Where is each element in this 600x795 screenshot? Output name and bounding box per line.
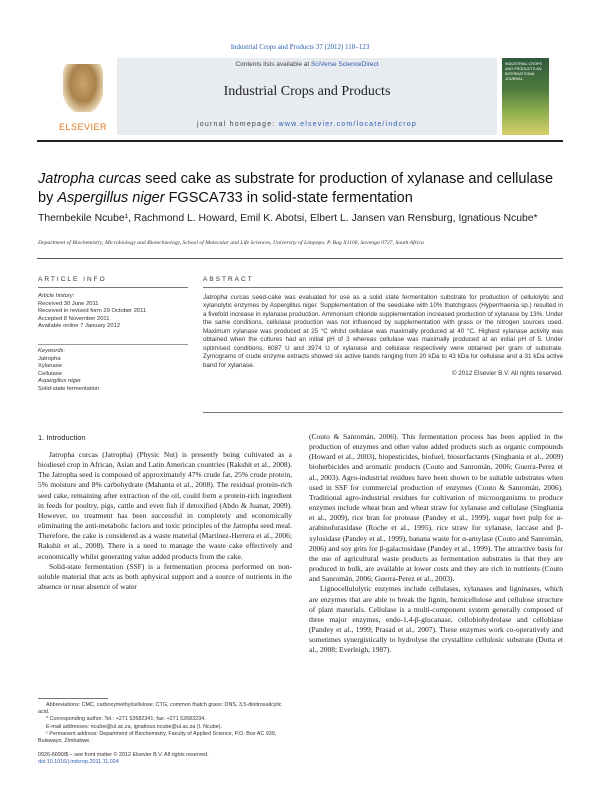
affiliation-divider (37, 258, 563, 259)
keyword-item: Xylanase (38, 363, 62, 369)
journal-title: Industrial Crops and Products (223, 84, 391, 99)
abstract-rule (203, 287, 563, 288)
journal-masthead (53, 58, 549, 135)
title-italic-1: Jatropha curcas (38, 171, 142, 187)
keyword-item: Aspergillus niger (38, 378, 81, 384)
affiliation: Department of Biochemistry, Microbiology and Biotechnology, School of Molecular and Life Sciences, University of Limpopo, P. Bag X1106, Sovenga 0727, South Africa (38, 240, 424, 246)
keyword-item: Solid-state fermentation (38, 385, 100, 392)
title-mid: seed cake as substrate for production of xylanase and cellulase by (38, 171, 554, 206)
doi-link[interactable]: doi:10.1016/j.indcrop.2011.11.024 (38, 759, 119, 766)
keyword-item: Jatropha (38, 355, 61, 362)
article-info-heading: ARTICLE INFO (38, 276, 107, 283)
journal-citation[interactable]: Industrial Crops and Products 37 (2012) 118–123 (230, 43, 370, 51)
intro-column-left (38, 450, 292, 592)
contents-line (117, 61, 497, 68)
history-label: Article history: (38, 293, 75, 299)
footnote-corresponding: * Corresponding author. Tel.: +271 52682341; fax: +271 52683234. (46, 716, 206, 723)
history-accepted: Accepted 8 November 2011 (38, 315, 110, 322)
cover-text: INDUSTRIAL CROPS AND PRODUCTS AN INTERNATIONAL JOURNAL (505, 62, 542, 81)
title-italic-2: Aspergillus niger (57, 190, 165, 206)
history-received: Received 30 June 2011 (38, 300, 99, 307)
abstract-heading: ABSTRACT (203, 276, 254, 283)
article-history (38, 293, 188, 331)
title-end: FGSCA733 in solid-state fermentation (164, 190, 413, 206)
publisher-name: ELSEVIER (58, 122, 108, 132)
intro-column-right (309, 432, 563, 655)
article-title (38, 170, 563, 208)
introduction-heading: 1. Introduction (38, 433, 86, 442)
masthead-banner (117, 58, 497, 135)
keywords-rule (38, 344, 188, 345)
intro-paragraph: Jatropha curcas (Jatropha) (Physic Nut) is presently being cultivated as a biodiesel crop in African, Asian and Latin American countries (Rakshit et al., 2008). The Jatropha seed is composed of approximately 47% crude fat, 25% crude protein, 5% moisture and 8% carbohydrate (Mahanta et al., 2008). The residual protein-rich seed cake, remaining after extraction of the oil, could form a protein-rich ingredient in feeds for poultry, pigs, cattle and even fish if detoxified (Abdo & Juanat, 2009). However, no treatment has been successful in completely and economically eliminating the anti-metabolic factors and toxic principles of the Jatropha seed meal. Therefore, the cake is considered as a waste material (Martínez-Herrera et al., 2006; Rakshit et al., 2008). There is a need to manage the waste cake effectively and economically whilst generating value added products from the cake. (38, 450, 292, 561)
history-online: Available online 7 January 2012 (38, 323, 121, 329)
homepage-prefix: journal homepage: (197, 121, 279, 128)
footnote-email[interactable]: E-mail addresses: ncubei@ul.ac.za, ignatious.ncube@ul.ac.za (I. Ncube). (46, 723, 223, 730)
keywords-list (38, 348, 188, 393)
keywords-label: Keywords: (38, 348, 66, 354)
journal-homepage (117, 121, 497, 128)
history-revised: Received in revised form 29 October 2011 (38, 308, 147, 314)
intro-paragraph: (Couto & Sanromán, 2006). This fermentation process has been applied in the production of enzymes and other value added products such as organic compounds (Howard et al., 2003), biopesticides, biofuel, biosurfactants (Singhania et al., 2009) bioherbicides and aromatic products (Couto and Sanromán, 2006; Guerra-Perez et al., 2003). Agro-industrial residues have been shown to be suitable substrates when used in SSF for commercial production of enzymes (Couto & Sanromán, 2006). Traditional agro-industrial residues for cultivation of microorganisms to produce enzymes include wheat bran and wheat straw for xylanase and cellulase (Singhania et al., 2009), rice bran for protease (Pandey et al., 1999), sugar beet pulp for α-arabinofurasidase (Roche et al., 1995), rice straw for xylanase, laccase and β-xylosidase (Pandey et al., 1999), banana waste for α-amylase (Couto and Sanromán, 2006) and soy grits for β-galactosidase (Pandey et al., 1999). The attractive basis for the use of agricultural waste products as fermentation substrates is that they are produced in bulk, are available at lower costs and they are rich in nutrients (Couto and Sanromán, 2006; Guerra-Perez et al., 2003). (309, 432, 563, 584)
footnote-abbreviations: Abbreviations: CMC, carboxymethylcellulose; CTG, common thatch grass; DNS, 3,5-dinitrosalicylic acid. (38, 702, 282, 716)
abstract-lead: Jatropha curcas (203, 294, 250, 301)
intro-paragraph: Solid-state fermentation (SSF) is a fermentation process performed on non-soluble material that acts as both aphysical support and a source of nutrients in the absence or near absence of water (38, 561, 292, 592)
abstract-text: seed-cake was evaluated for use as a solid state fermentation substrate for production of cellulolytic and xylanolytic enzymes by Aspergillus niger. Supplementation of the seedcake with 10% thatchgrass (Hyperrhaenia sp.) resulted in a fivefold increase in xylanase production. Ammonium chloride supplementation increased production of xylanase by 13%. Under the same conditions, cellulase production was not influenced by supplementation with grass or the nitrogen sources used. Maximum xylanase was produced at 25 °C whilst cellulase was maximally produced at 40 °C. Highest xylanase activity was obtained when the cultures had an initial pH of 3 whereas cellulase was maximally produced at an initial pH of 5. Under optimised conditions, 6087 U and 3974 U of xylanase and cellulase respectively were obtained per gram of substrate. Zymograms of crude enzyme extracts showed six active bands ranging from 20 kDa to 43 kDa for cellulase and a 31 kDa active band for xylanase. (203, 294, 563, 369)
footnotes (38, 702, 292, 745)
author-list[interactable]: Thembekile Ncube¹, Rachmond L. Howard, Emil K. Abotsi, Elbert L. Jansen van Rensburg, Ignatious Ncube* (38, 213, 538, 224)
article-info-rule (38, 287, 188, 288)
footnote-rule (38, 698, 108, 699)
abstract-copyright: © 2012 Elsevier B.V. All rights reserved. (451, 370, 563, 378)
issn-line: 0926-6690/$ – see front matter © 2012 Elsevier B.V. All rights reserved. (38, 752, 209, 758)
homepage-link[interactable]: www.elsevier.com/locate/indcrop (278, 121, 417, 128)
intro-paragraph: Lignocellulolytic enzymes include cellulases, xylanases and ligninases, which are enzymes that are able to break the lignin, hemicellulose and cellulose structure of plant materials. Cellulase is a multi-component system generally composed of three major enzymes, endo-1,4-β-glucanase, cellobiohydrolase and cellobiase (Pandey et al., 1999; Prasad et al., 2007). These enzymes work co-operatively and sometimes synergistically to hydrolyse the crystalline cellulosic substrate (Dutta et al., 2008; Everleigh, 1987). (309, 584, 563, 655)
header-divider (37, 140, 563, 142)
issn-block (38, 752, 292, 766)
journal-cover-image (502, 58, 549, 135)
elsevier-logo (53, 64, 113, 134)
footnote-permanent-address: ¹ Permanent address: Department of Biochemistry, Faculty of Applied Science, P.O. Box AC 939, Bulawayo, Zimbabwe. (38, 730, 277, 745)
abstract-bottom-rule (203, 412, 563, 413)
contents-prefix: Contents lists available at (235, 61, 311, 68)
elsevier-tree-icon (63, 64, 103, 112)
abstract-body (203, 294, 563, 379)
sciencedirect-link[interactable]: SciVerse ScienceDirect (310, 61, 379, 68)
keyword-item: Cellulase (38, 370, 62, 377)
